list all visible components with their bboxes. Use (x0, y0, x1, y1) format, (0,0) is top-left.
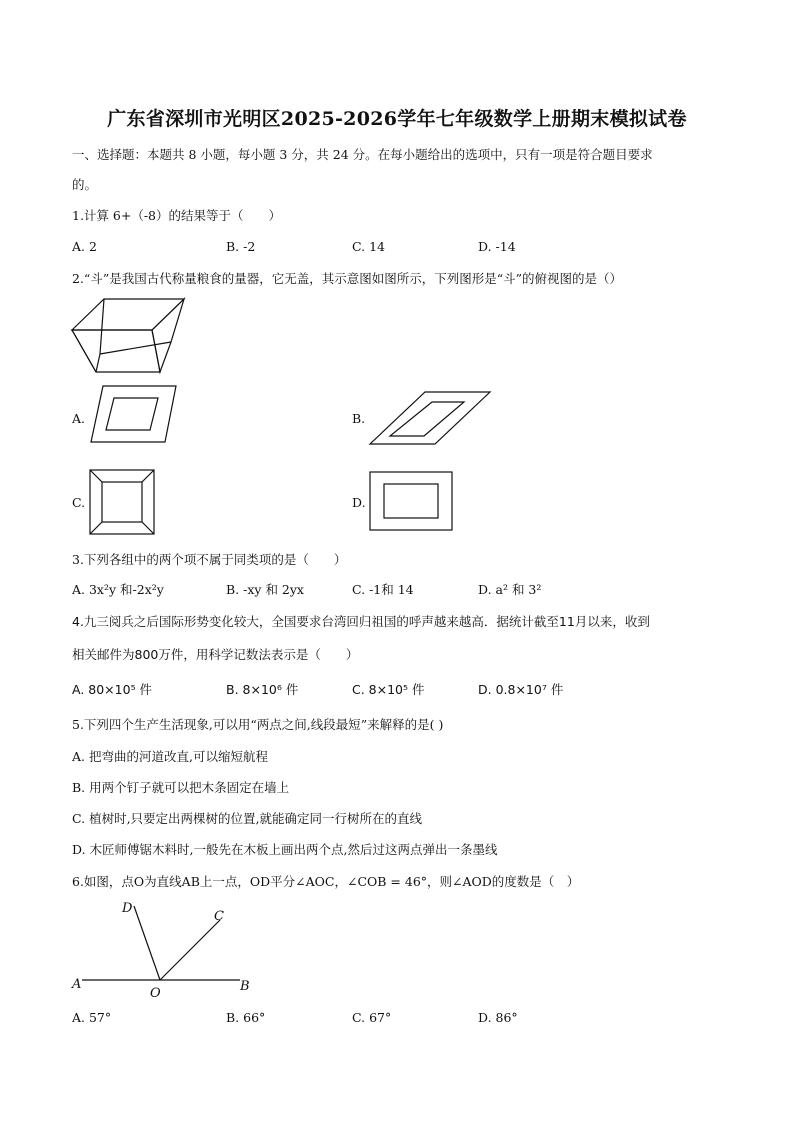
q5-option-a: A. 把弯曲的河道改直,可以缩短航程 (72, 749, 268, 764)
q4-option-d: D. 0.8×10⁷ 件 (478, 682, 564, 697)
dou-bucket-figure (70, 296, 186, 374)
q1-option-d: D. -14 (478, 239, 516, 254)
q2-option-b: B. (352, 411, 366, 426)
q3-option-c: C. -1和 14 (352, 582, 414, 597)
section-heading: 一、选择题：本题共 8 小题，每小题 3 分，共 24 分。在每小题给出的选项中，只有一项是符合题目要求 (72, 147, 653, 162)
question-1-stem: 1.计算 6+（-8）的结果等于（ ） (72, 208, 282, 223)
q4-option-b: B. 8×10⁶ 件 (226, 682, 299, 697)
q2-option-a-figure (88, 384, 178, 444)
q2-option-d-figure (368, 470, 454, 532)
question-4-stem-cont: 相关邮件为800万件，用科学记数法表示是（ ） (72, 647, 359, 662)
q5-option-c: C. 植树时,只要定出两棵树的位置,就能确定同一行树所在的直线 (72, 811, 423, 826)
question-6-stem: 6.如图，点O为直线AB上一点，OD平分∠AOC，∠COB = 46°，则∠AOD的度数是（ ） (72, 874, 580, 889)
q3-option-d: D. a² 和 3² (478, 582, 542, 597)
q2-option-c: C. (72, 495, 86, 510)
question-4-stem: 4.九三阅兵之后国际形势变化较大，全国要求台湾回归祖国的呼声越来越高．据统计截至11月以来，收到 (72, 614, 650, 629)
q6-option-c: C. 67° (352, 1010, 392, 1025)
label-d: D (122, 901, 133, 916)
label-c: C (214, 909, 224, 924)
q6-option-d: D. 86° (478, 1010, 518, 1025)
label-b: B (240, 979, 250, 994)
q3-option-a: A. 3x²y 和-2x²y (72, 582, 164, 597)
page-title: 广东省深圳市光明区2025-2026学年七年级数学上册期末模拟试卷 (107, 108, 687, 130)
q4-option-c: C. 8×10⁵ 件 (352, 682, 425, 697)
section-heading-cont: 的。 (72, 177, 98, 192)
q5-option-d: D. 木匠师傅锯木料时,一般先在木板上画出两个点,然后过这两点弹出一条墨线 (72, 842, 498, 857)
q2-option-a: A. (72, 411, 86, 426)
q3-option-b: B. -xy 和 2yx (226, 582, 304, 597)
angle-figure (68, 894, 258, 1004)
q1-option-a: A. 2 (72, 239, 97, 254)
question-3-stem: 3.下列各组中的两个项不属于同类项的是（ ） (72, 552, 347, 567)
label-o: O (150, 986, 161, 1001)
q4-option-a: A. 80×10⁵ 件 (72, 682, 153, 697)
q2-option-d: D. (352, 495, 366, 510)
q5-option-b: B. 用两个钉子就可以把木条固定在墙上 (72, 780, 290, 795)
q1-option-c: C. 14 (352, 239, 385, 254)
q6-option-a: A. 57° (72, 1010, 112, 1025)
q2-option-b-figure (368, 390, 492, 446)
q6-option-b: B. 66° (226, 1010, 266, 1025)
question-2-stem: 2.“斗”是我国古代称量粮食的量器，它无盖，其示意图如图所示，下列图形是“斗”的俯视图的是（） (72, 271, 622, 286)
label-a: A (72, 977, 82, 992)
q1-option-b: B. -2 (226, 239, 256, 254)
question-5-stem: 5.下列四个生产生活现象,可以用“两点之间,线段最短”来解释的是( ) (72, 717, 444, 732)
q2-option-c-figure (88, 468, 156, 536)
